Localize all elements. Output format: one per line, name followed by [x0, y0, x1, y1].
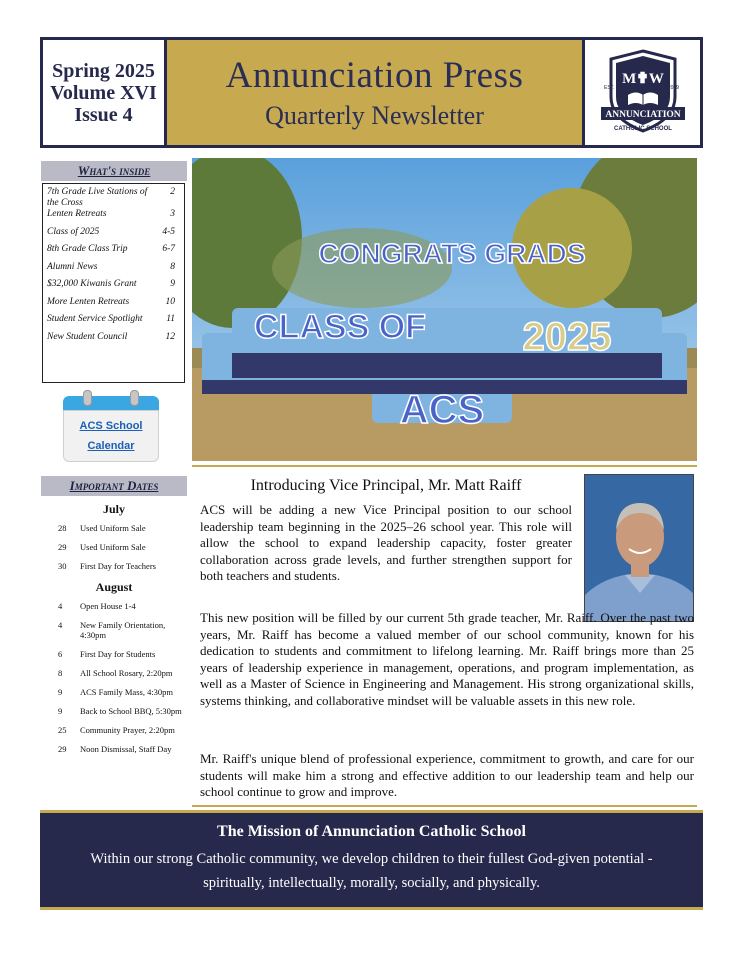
date-event — [40, 649, 188, 659]
toc-item-label: More Lenten Retreats — [47, 296, 130, 307]
issue-info — [43, 40, 167, 145]
event-text: Back to School BBQ, 5:30pm — [80, 706, 182, 716]
toc-item — [47, 332, 180, 350]
date-event — [40, 601, 188, 611]
toc-heading: What's inside — [41, 161, 187, 181]
mission-title: The Mission of Annunciation Catholic School — [217, 823, 526, 840]
toc-item-label: 7th Grade Live Stations of the Cross — [47, 187, 148, 208]
mission-statement — [40, 810, 703, 910]
month-heading: July — [102, 502, 125, 516]
toc-item-page: 9 — [170, 279, 175, 289]
toc-item-label: Student Service Spotlight — [47, 314, 143, 324]
season: Spring 2025 — [52, 59, 155, 82]
event-text: Open House 1-4 — [80, 601, 136, 611]
toc-item — [47, 262, 180, 280]
toc-item-page: 12 — [165, 331, 175, 342]
date-event — [40, 744, 188, 754]
event-text: Used Uniform Sale — [80, 542, 146, 552]
graduates-photo — [192, 158, 697, 461]
toc-item-page: 6-7 — [162, 244, 175, 254]
event-text: ACS Family Mass, 4:30pm — [80, 687, 174, 697]
event-text: Used Uniform Sale — [80, 523, 146, 533]
event-day: 29 — [58, 542, 67, 552]
article-title: Introducing Vice Principal, Mr. Matt Raiff — [250, 477, 522, 494]
date-event — [40, 561, 188, 571]
table-of-contents — [42, 183, 185, 383]
event-text: New Family Orientation, 4:30pm — [80, 620, 166, 640]
toc-item-label: Lenten Retreats — [47, 209, 107, 219]
toc-item-label: Class of 2025 — [47, 226, 100, 237]
newsletter-subtitle: Quarterly Newsletter — [265, 100, 484, 130]
mission-line-2: spiritually, intellectually, morally, socially, and physically. — [203, 875, 540, 891]
toc-item — [47, 244, 180, 262]
article-paragraph-2: This new position will be filled by our current 5th grade teacher, Mr. Raiff. Over the past two years, Mr. Raiff has become a valued member of our school community, known for his dedication to students and commitment to lifelong learning. Mr. Raiff brings more than 25 years of leadership experience in management, operations, and program implementation, as well as a Master of Science in Engineering and Management. His strong organizational skills, systems thinking, and collaborative mindset will be valuable assets in this new role. — [200, 610, 694, 708]
school-calendar-button[interactable] — [63, 390, 159, 464]
event-text: Community Prayer, 2:20pm — [80, 725, 175, 735]
calendar-ring-icon — [83, 390, 92, 406]
volume: Volume XVI — [50, 81, 157, 104]
event-day: 4 — [58, 620, 63, 630]
toc-item — [47, 314, 180, 332]
event-day: 29 — [58, 744, 67, 754]
date-event — [40, 687, 188, 697]
event-day: 28 — [58, 523, 67, 533]
title-block — [167, 40, 585, 145]
calendar-ring-icon — [130, 390, 139, 406]
event-day: 9 — [58, 687, 63, 697]
vice-principal-portrait — [584, 474, 694, 622]
toc-item-label: $32,000 Kiwanis Grant — [47, 279, 137, 289]
important-dates — [40, 500, 188, 763]
logo-name: ANNUNCIATION — [604, 109, 681, 120]
toc-item-page: 2 — [170, 187, 175, 197]
banner-congrats: CONGRATS GRADS — [318, 238, 586, 269]
crest-icon — [595, 45, 691, 141]
masthead — [40, 37, 703, 148]
class-photo — [192, 158, 697, 461]
logo-est: EST. — [603, 84, 615, 91]
issue-number: Issue 4 — [74, 103, 133, 126]
calendar-link-line2[interactable]: Calendar — [87, 440, 135, 452]
toc-item-label: Alumni News — [47, 261, 98, 272]
banner-class-of: CLASS OF — [254, 308, 426, 346]
date-event — [40, 620, 188, 640]
toc-item-page: 3 — [170, 209, 175, 219]
toc-item-label: New Student Council — [47, 331, 128, 342]
toc-item — [47, 209, 180, 227]
calendar-link[interactable] — [63, 410, 159, 462]
toc-item — [47, 187, 180, 209]
date-event — [40, 725, 188, 735]
calendar-link-line1[interactable]: ACS School — [79, 420, 143, 432]
banner-year: 2025 — [522, 315, 612, 359]
logo-school: CATHOLIC SCHOOL — [613, 125, 672, 132]
toc-item-label: 8th Grade Class Trip — [47, 244, 128, 254]
toc-item-page: 10 — [165, 296, 175, 307]
event-text: Noon Dismissal, Staff Day — [80, 744, 172, 754]
date-event — [40, 542, 188, 552]
event-day: 25 — [58, 725, 67, 735]
divider — [192, 805, 697, 807]
event-day: 30 — [58, 561, 67, 571]
event-text: First Day for Teachers — [80, 561, 156, 571]
logo-year: 2009 — [667, 84, 679, 91]
toc-item — [47, 279, 180, 297]
logo-monogram: M✟W — [621, 70, 664, 87]
event-day: 9 — [58, 706, 63, 716]
toc-item — [47, 297, 180, 315]
event-day: 4 — [58, 601, 63, 611]
toc-item-page: 11 — [166, 314, 175, 324]
date-event — [40, 706, 188, 716]
portrait-photo — [585, 475, 694, 622]
date-event — [40, 668, 188, 678]
event-text: All School Rosary, 2:20pm — [80, 668, 173, 678]
month-heading: August — [95, 580, 133, 594]
event-text: First Day for Students — [80, 649, 156, 659]
event-day: 6 — [58, 649, 63, 659]
calendar-header-icon — [63, 396, 159, 410]
newsletter-title: Annunciation Press — [225, 54, 524, 96]
mission-line-1: Within our strong Catholic community, we develop children to their fullest God-given potential - — [90, 851, 653, 867]
divider — [192, 465, 697, 467]
dates-heading: Important Dates — [41, 476, 187, 496]
article-paragraph-3: Mr. Raiff's unique blend of professional experience, commitment to growth, and care for our students will make him a strong and effective addition to our leadership team and help our school continue to grow and improve. — [200, 751, 694, 800]
event-day: 8 — [58, 668, 63, 678]
toc-item-page: 8 — [170, 261, 175, 272]
banner-acs: ACS — [399, 388, 485, 432]
mission-body — [40, 847, 703, 895]
school-logo — [585, 40, 700, 145]
article-paragraph-1: ACS will be adding a new Vice Principal position to our school leadership team beginning in the 2025–26 school year. This role will allow the school to expand leadership capacity, foster greater collaboration across grade levels, and further strengthen support for both teachers and students. — [200, 502, 572, 584]
toc-item — [47, 227, 180, 245]
toc-item-page: 4-5 — [162, 226, 175, 237]
date-event — [40, 523, 188, 533]
